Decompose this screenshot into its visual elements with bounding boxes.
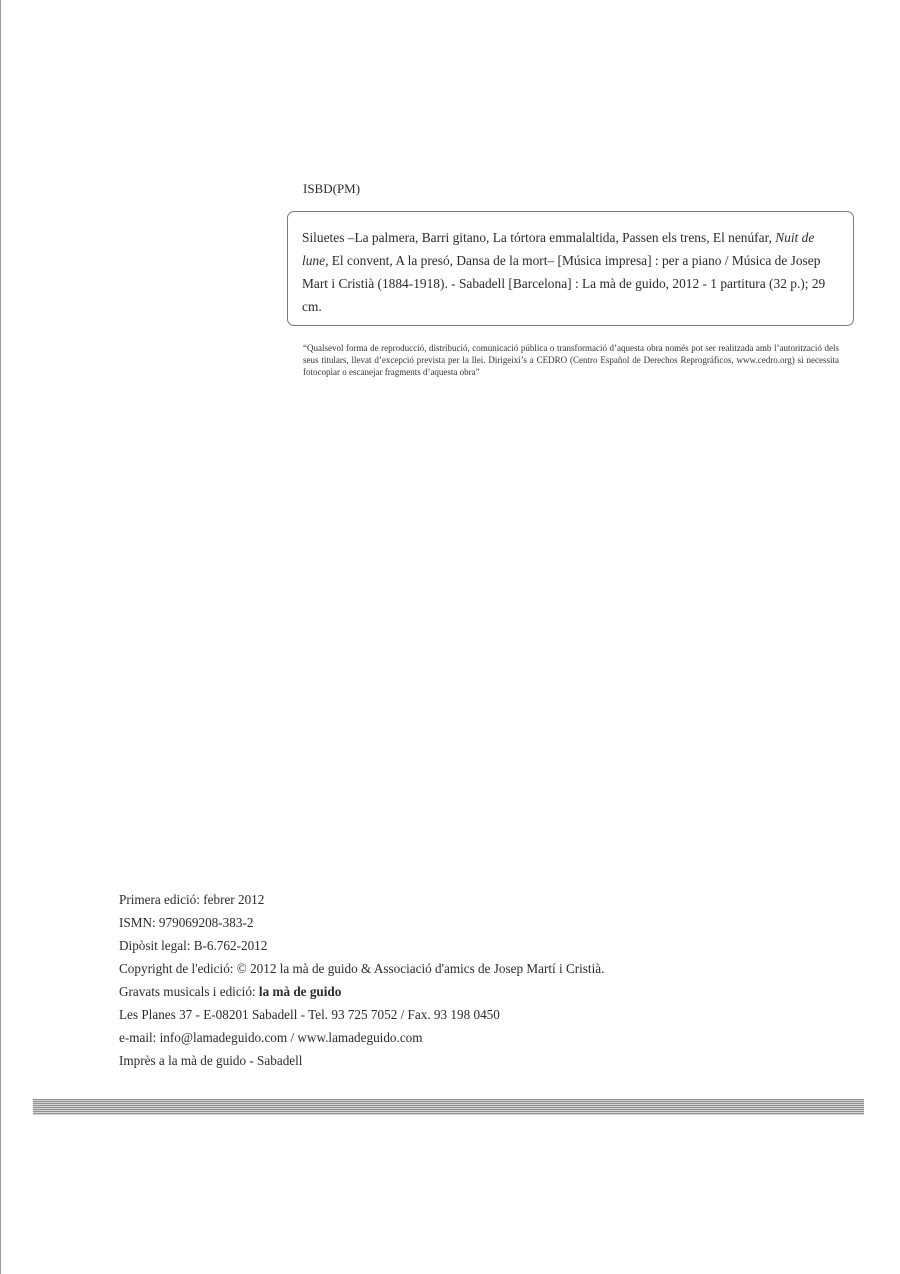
contact: e-mail: info@lamadeguido.com / www.lamadeguido.com bbox=[119, 1030, 423, 1045]
catalog-record-text: Siluetes –La palmera, Barri gitano, La tórtora emmalaltida, Passen els trens, El nenúfar, bbox=[302, 230, 776, 245]
rights-notice: “Qualsevol forma de reproducció, distribució, comunicació pública o transformació d’aquesta obra només pot ser realitzada amb l’autorització dels seus titulars, llevat d’excepció prevista per la llei. Dirigeixi’s a CEDRO (Centro Español de Derechos Reprográficos, www.cedro.org) si necessita fotocopiar o escanejar fragments d’aquesta obra” bbox=[303, 343, 839, 377]
colophon bbox=[119, 888, 604, 1072]
page-edge bbox=[0, 0, 1, 1274]
catalog-record-box bbox=[287, 211, 854, 326]
copyright: Copyright de l'edició: © 2012 la mà de guido & Associació d'amics de Josep Martí i Cristià. bbox=[119, 961, 605, 976]
catalog-record-italic-title: Nuit de lune bbox=[302, 230, 815, 268]
ismn: ISMN: 979069208-383-2 bbox=[119, 915, 254, 930]
first-edition: Primera edició: febrer 2012 bbox=[119, 892, 265, 907]
isbd-heading: ISBD(PM) bbox=[303, 181, 361, 196]
engraving-label: Gravats musicals i edició: bbox=[119, 984, 259, 999]
legal-deposit: Dipòsit legal: B-6.762-2012 bbox=[119, 938, 268, 953]
decorative-rule bbox=[33, 1099, 864, 1115]
publisher-name: la mà de guido bbox=[258, 984, 342, 999]
address: Les Planes 37 - E-08201 Sabadell - Tel. 93 725 7052 / Fax. 93 198 0450 bbox=[119, 1007, 500, 1022]
catalog-record-text-continued: , El convent, A la presó, Dansa de la mort– [Música impresa] : per a piano / Música de Josep Mart i Cristià (1884-1918). - Sabadell [Barcelona] : La mà de guido, 2012 - 1 partitura (32 p.); 29 cm. bbox=[302, 253, 826, 314]
engraving-line bbox=[119, 980, 604, 1003]
printed-by: Imprès a la mà de guido - Sabadell bbox=[119, 1053, 303, 1068]
